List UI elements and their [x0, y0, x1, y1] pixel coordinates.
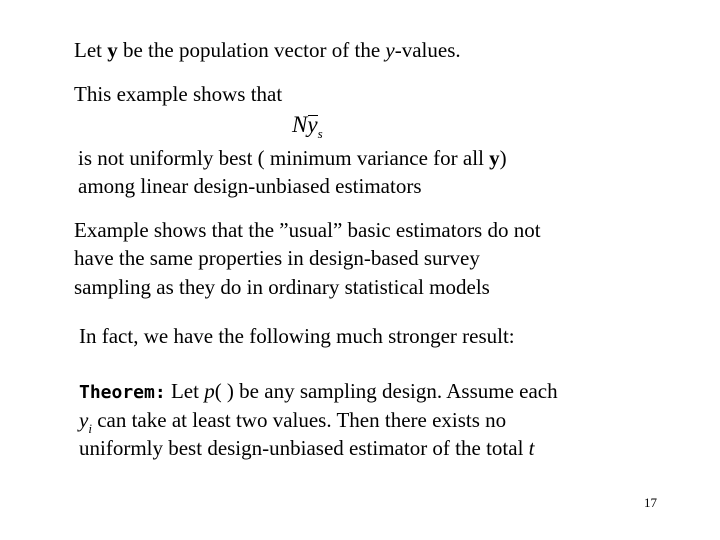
text: Let: [74, 38, 108, 62]
theorem-line1: [79, 379, 558, 405]
text: can take at least two values. Then there exists no: [91, 408, 507, 432]
variable-t: t: [528, 436, 535, 460]
vector-y: y: [489, 146, 500, 170]
formula-n: N: [292, 112, 308, 137]
text: Let: [165, 379, 205, 403]
text: uniformly best design-unbiased estimator of the total: [79, 436, 529, 460]
theorem-label: Theorem:: [79, 382, 166, 403]
variable-yi: y: [79, 408, 89, 432]
vector-y: y: [107, 38, 118, 62]
formula-subscript: s: [317, 126, 323, 141]
text: -values.: [394, 38, 461, 62]
stronger-result-line: In fact, we have the following much stronger result:: [79, 324, 515, 348]
text: ( ) be any sampling design. Assume each: [214, 379, 558, 403]
estimator-formula: [292, 112, 323, 147]
formula-y: y: [307, 112, 318, 137]
intro-line: [74, 38, 461, 62]
text: ): [499, 146, 507, 170]
variable-y: y: [385, 38, 395, 62]
para2-line3: sampling as they do in ordinary statistical models: [74, 275, 490, 299]
variable-p: p: [204, 379, 215, 403]
page-number: 17: [644, 495, 657, 510]
text: is not uniformly best ( minimum variance for all: [78, 146, 490, 170]
para2-line1: Example shows that the ”usual” basic estimators do not: [74, 218, 541, 242]
not-uniformly-best-line: [78, 146, 507, 170]
subscript-i: i: [88, 421, 92, 436]
formula-ybar: [307, 112, 317, 138]
estimators-line: among linear design-unbiased estimators: [78, 174, 422, 198]
para2-line2: have the same properties in design-based survey: [74, 246, 480, 270]
example-line: This example shows that: [74, 82, 283, 106]
text: be the population vector of the: [117, 38, 386, 62]
theorem-line3: [79, 436, 535, 460]
